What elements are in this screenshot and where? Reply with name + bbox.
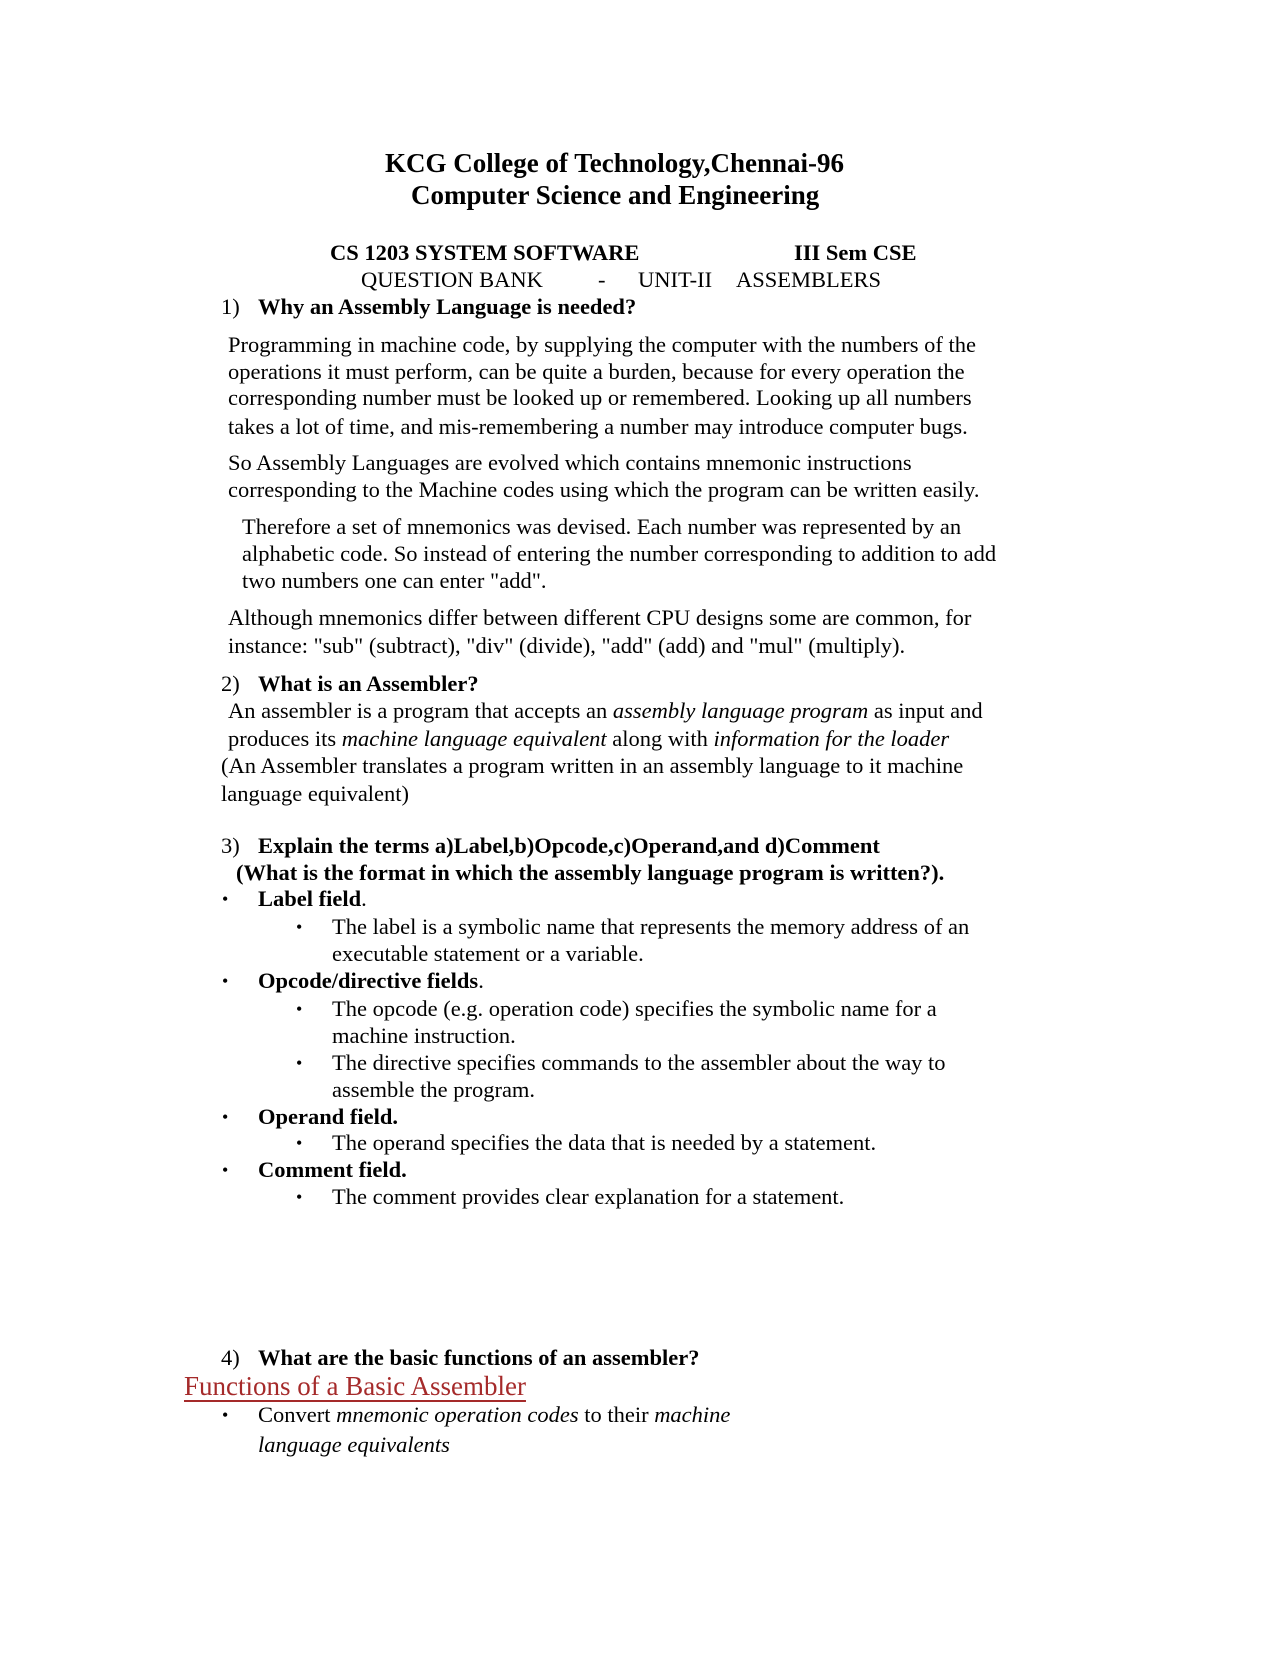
- q4-text: to their: [578, 1402, 655, 1427]
- q1-p1-line: takes a lot of time, and mis-remembering a number may introduce computer bugs.: [228, 414, 968, 439]
- bullet-icon: •: [222, 1405, 229, 1425]
- q2-number: 2): [221, 671, 240, 696]
- q1-p4-line: Although mnemonics differ between different CPU designs some are common, for: [228, 605, 972, 630]
- label-field-desc: executable statement or a variable.: [332, 941, 644, 966]
- comment-desc: The comment provides clear explanation for a statement.: [332, 1184, 845, 1209]
- department-name: Computer Science and Engineering: [411, 180, 820, 210]
- q2-answer-line: (An Assembler translates a program written in an assembly language to it machine: [221, 753, 964, 778]
- q1-p4-line: instance: "sub" (subtract), "div" (divide), "add" (add) and "mul" (multiply).: [228, 633, 906, 658]
- opcode-field-heading: [258, 970, 484, 993]
- opcode-desc: machine instruction.: [332, 1023, 516, 1048]
- q4-bullet-line: language equivalents: [258, 1432, 450, 1457]
- q1-number: 1): [221, 294, 240, 319]
- bullet-icon: •: [222, 1107, 229, 1127]
- bullet-icon: •: [222, 1160, 229, 1180]
- q4-text: Convert: [258, 1402, 337, 1427]
- label-field-heading: [258, 888, 367, 911]
- q2-answer-line: [228, 700, 983, 723]
- unit-title: ASSEMBLERS: [736, 267, 882, 292]
- q2-text: as input and: [868, 698, 983, 723]
- semester-label: III Sem CSE: [794, 240, 917, 265]
- q1-p1-line: operations it must perform, can be quite a burden, because for every operation the: [228, 359, 965, 384]
- bullet-icon: •: [296, 999, 303, 1019]
- bullet-icon: •: [296, 1187, 303, 1207]
- comment-field-heading: Comment field.: [258, 1157, 407, 1182]
- q2-answer-line: [228, 728, 949, 751]
- q3-question: Explain the terms a)Label,b)Opcode,c)Operand,and d)Comment: [258, 833, 880, 858]
- q2-answer-line: language equivalent): [221, 781, 410, 806]
- opcode-field-dot: .: [478, 968, 484, 993]
- opcode-desc: The opcode (e.g. operation code) specifies the symbolic name for a: [332, 996, 937, 1021]
- q4-term: mnemonic operation codes: [336, 1402, 579, 1427]
- q4-term: machine: [654, 1402, 731, 1427]
- bullet-icon: •: [222, 971, 229, 991]
- label-field-dot: .: [361, 886, 367, 911]
- q2-text: along with: [606, 726, 714, 751]
- opcode-field-name: Opcode/directive fields: [258, 968, 479, 993]
- q2-term: assembly language program: [612, 698, 869, 723]
- directive-desc: The directive specifies commands to the assembler about the way to: [332, 1050, 946, 1075]
- directive-desc: assemble the program.: [332, 1077, 536, 1102]
- bullet-icon: •: [296, 917, 303, 937]
- q2-term: information for the loader: [713, 726, 950, 751]
- q1-p3-line: two numbers one can enter "add".: [242, 568, 547, 593]
- q1-p2-line: So Assembly Languages are evolved which contains mnemonic instructions: [228, 450, 912, 475]
- unit-label: UNIT-II: [638, 267, 713, 292]
- q1-p3-line: alphabetic code. So instead of entering the number corresponding to addition to add: [242, 541, 997, 566]
- bullet-icon: •: [296, 1133, 303, 1153]
- functions-heading: Functions of a Basic Assembler: [184, 1371, 526, 1401]
- q3-number: 3): [221, 833, 240, 858]
- q2-text: produces its: [228, 726, 342, 751]
- operand-desc: The operand specifies the data that is needed by a statement.: [332, 1130, 877, 1155]
- q1-p1-line: Programming in machine code, by supplying the computer with the numbers of the: [228, 332, 976, 357]
- q1-p1-line: corresponding number must be looked up or remembered. Looking up all numbers: [228, 385, 972, 410]
- q2-term: machine language equivalent: [341, 726, 607, 751]
- bullet-icon: •: [296, 1053, 303, 1073]
- q4-number: 4): [221, 1345, 240, 1370]
- question-bank-label: QUESTION BANK: [361, 267, 543, 292]
- q1-p3-line: Therefore a set of mnemonics was devised. Each number was represented by an: [242, 514, 962, 539]
- q1-p2-line: corresponding to the Machine codes using which the program can be written easily.: [228, 477, 980, 502]
- college-name: KCG College of Technology,Chennai-96: [385, 148, 845, 178]
- q2-text: An assembler is a program that accepts an: [228, 698, 613, 723]
- q2-question: What is an Assembler?: [258, 671, 479, 696]
- q1-question: Why an Assembly Language is needed?: [258, 294, 637, 319]
- header-dash: -: [598, 267, 606, 292]
- label-field-name: Label field: [258, 886, 362, 911]
- bullet-icon: •: [222, 889, 229, 909]
- q3-subquestion: (What is the format in which the assembly language program is written?).: [236, 860, 945, 885]
- operand-field-heading: Operand field.: [258, 1104, 399, 1129]
- q4-question: What are the basic functions of an assembler?: [258, 1345, 700, 1370]
- q4-bullet-line: [258, 1404, 730, 1427]
- course-title: CS 1203 SYSTEM SOFTWARE: [330, 240, 640, 265]
- label-field-desc: The label is a symbolic name that represents the memory address of an: [332, 914, 970, 939]
